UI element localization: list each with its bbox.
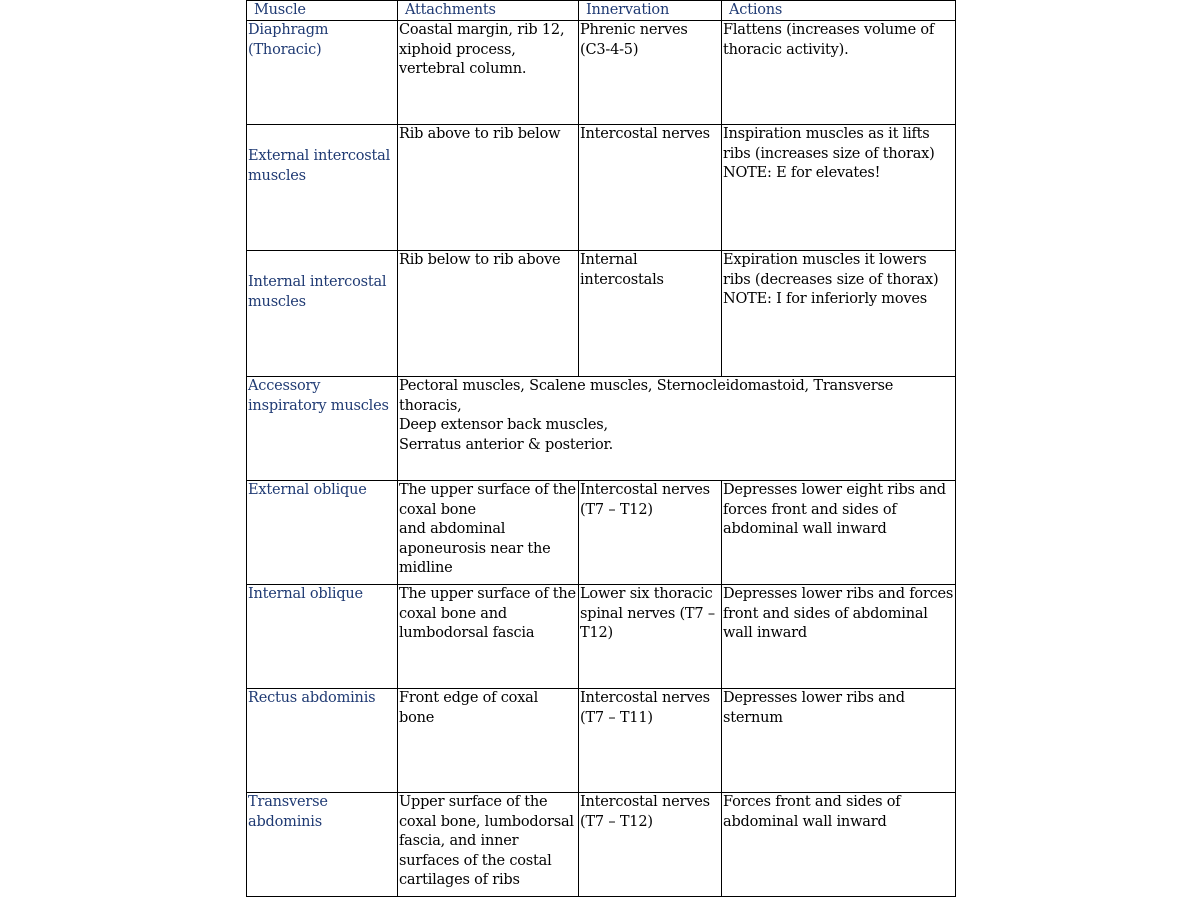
cell-text: Serratus anterior & posterior.: [399, 436, 614, 453]
table-row: [247, 793, 956, 897]
cell-text: Upper surface of the coxal bone, lumbodorsal fascia, and inner: [399, 794, 574, 850]
table-row: [247, 377, 956, 481]
cell-text: Lower six thoracic spinal nerves (T7 – T12): [580, 586, 715, 642]
cell-text: Front edge of coxal bone: [399, 690, 539, 726]
cell-text: Depresses lower eight ribs and forces front and sides of abdominal wall inward: [723, 482, 946, 538]
muscle-cell: Internal intercostal muscles: [247, 251, 398, 377]
muscle-cell: Rectus abdominis: [247, 689, 398, 793]
attachments-cell: [398, 125, 579, 251]
actions-cell: [722, 585, 956, 689]
cell-text: Deep extensor back muscles,: [399, 417, 608, 434]
cell-text: Depresses lower ribs and sternum: [723, 690, 905, 726]
cell-text: surfaces of the costal cartilages of ribs: [399, 852, 552, 889]
cell-text: Forces front and sides of abdominal wall inward: [723, 794, 901, 830]
innervation-cell: [579, 585, 722, 689]
attachments-cell: [398, 251, 579, 377]
attachments-cell: [398, 793, 579, 897]
innervation-cell: [579, 21, 722, 125]
table-row: [247, 21, 956, 125]
table-row: [247, 481, 956, 585]
attachments-cell: [398, 585, 579, 689]
muscle-cell: Internal oblique: [247, 585, 398, 689]
actions-cell: [722, 689, 956, 793]
column-header-attachments: Attachments: [398, 1, 579, 21]
cell-text: Flattens (increases volume of thoracic activity).: [723, 22, 935, 58]
attachments-cell: [398, 21, 579, 125]
table-row: [247, 585, 956, 689]
innervation-cell: [579, 251, 722, 377]
cell-text: NOTE: I for inferiorly moves: [723, 291, 927, 308]
muscle-cell: Transverse abdominis: [247, 793, 398, 897]
cell-text: Depresses lower ribs and forces front and sides of abdominal wall inward: [723, 586, 954, 642]
cell-text: The upper surface of the coxal bone: [399, 482, 576, 518]
cell-text: Coastal margin, rib 12, xiphoid process, vertebral column.: [399, 22, 565, 78]
actions-cell: [722, 793, 956, 897]
cell-text: Phrenic nerves (C3-4-5): [580, 22, 688, 58]
column-header-innervation: Innervation: [579, 1, 722, 21]
cell-text: and abdominal aponeurosis near the midline: [399, 521, 551, 577]
actions-cell: [722, 21, 956, 125]
table-row: [247, 251, 956, 377]
cell-text: Pectoral muscles, Scalene muscles, Sternocleidomastoid, Transverse thoracis,: [399, 378, 894, 414]
attachments-cell: [398, 377, 956, 481]
cell-text: The upper surface of the coxal bone and lumbodorsal fascia: [399, 586, 576, 642]
cell-text: Intercostal nerves (T7 – T12): [580, 794, 710, 830]
column-header-actions: Actions: [722, 1, 956, 21]
table-row: [247, 689, 956, 793]
actions-cell: [722, 125, 956, 251]
innervation-cell: [579, 689, 722, 793]
table-header-row: [247, 1, 956, 21]
innervation-cell: [579, 125, 722, 251]
cell-text: Internal intercostals: [580, 252, 664, 288]
cell-text: Intercostal nerves (T7 – T12): [580, 482, 710, 518]
cell-text: Rib below to rib above: [399, 252, 561, 268]
muscle-table: [246, 0, 956, 897]
attachments-cell: [398, 689, 579, 793]
cell-text: Rib above to rib below: [399, 126, 561, 142]
muscle-cell: Accessory inspiratory muscles: [247, 377, 398, 481]
cell-text: Expiration muscles it lowers ribs (decreases size of thorax): [723, 252, 939, 288]
column-header-muscle: Muscle: [247, 1, 398, 21]
cell-text: Intercostal nerves: [580, 126, 710, 142]
cell-text: Intercostal nerves (T7 – T11): [580, 690, 710, 726]
innervation-cell: [579, 793, 722, 897]
innervation-cell: [579, 481, 722, 585]
muscle-cell: Diaphragm (Thoracic): [247, 21, 398, 125]
muscle-cell: External intercostal muscles: [247, 125, 398, 251]
muscle-cell: External oblique: [247, 481, 398, 585]
actions-cell: [722, 481, 956, 585]
cell-text: Inspiration muscles as it lifts ribs (increases size of thorax) NOTE: E for elevates!: [723, 126, 935, 182]
attachments-cell: [398, 481, 579, 585]
actions-cell: [722, 251, 956, 377]
table-row: [247, 125, 956, 251]
